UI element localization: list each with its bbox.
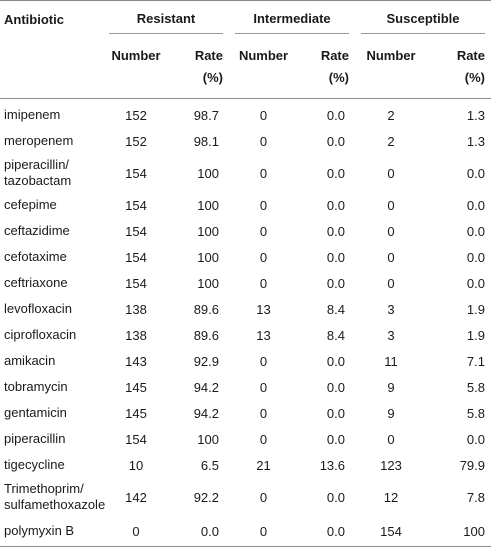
antibiotic-name: tobramycin [4,379,68,394]
table-row [0,516,491,547]
susceptible-number: 2 [387,107,395,123]
table-row [0,400,491,426]
susceptible-rate: 1.3 [466,133,485,149]
resistant-rate: 100 [197,275,219,291]
header-rate-label: Rate [456,48,485,63]
susceptible-number: 0 [387,275,395,291]
antibiotic-name: polymyxin B [0,516,103,547]
intermediate-rate: 0.0 [326,107,345,123]
header-group-susceptible [355,1,491,38]
intermediate-number: 0 [259,405,268,421]
resistant-rate: 92.9 [193,353,219,369]
table-row [0,322,491,348]
susceptible-rate: 0.0 [466,275,485,291]
susceptible-number: 3 [387,301,395,317]
header-group-label: Susceptible [361,5,485,34]
susceptible-rate: 1.3 [466,107,485,123]
intermediate-rate: 0.0 [326,133,345,149]
susceptible-rate: 5.8 [466,379,485,395]
resistant-rate: 6.5 [200,457,219,473]
susceptible-number: 154 [355,516,427,547]
antibiotic-name: meropenem [4,133,74,148]
intermediate-number: 0 [259,353,268,369]
resistant-number: 145 [125,379,147,395]
resistant-number: 143 [125,353,147,369]
resistant-rate: 89.6 [193,327,219,343]
susceptible-rate: 0.0 [466,249,485,265]
intermediate-number: 13 [256,301,271,317]
susceptible-rate: 7.8 [466,489,485,505]
intermediate-number: 0 [259,379,268,395]
resistant-number: 154 [125,223,147,239]
intermediate-rate: 0.0 [326,223,345,239]
antibiotic-name: imipenem [4,107,61,122]
susceptible-number: 9 [387,405,395,421]
table-row [0,154,491,192]
resistant-rate: 94.2 [193,379,219,395]
antibiotic-name: ceftazidime [4,223,70,238]
susceptible-number: 12 [383,489,399,505]
susceptible-rate: 100 [427,516,491,547]
header-row-groups [0,1,491,38]
intermediate-rate: 13.6 [319,457,345,473]
resistant-number: 10 [128,457,144,473]
intermediate-number: 0 [229,516,298,547]
intermediate-number: 0 [259,249,268,265]
table-row [0,452,491,478]
intermediate-rate: 0.0 [326,379,345,395]
intermediate-rate: 0.0 [326,405,345,421]
intermediate-rate: 0.0 [326,275,345,291]
susceptible-number: 9 [387,379,395,395]
table-row [0,192,491,218]
resistant-rate: 100 [197,431,219,447]
table-row [0,244,491,270]
resistant-rate: 98.7 [193,107,219,123]
table-row [0,218,491,244]
antibiotic-name: tigecycline [4,457,65,472]
resistant-rate: 0.0 [169,516,229,547]
resistant-rate: 92.2 [193,489,219,505]
header-row-subcolumns [0,37,491,99]
header-rate [298,37,355,99]
resistant-number: 154 [125,165,147,181]
header-group-label: Intermediate [235,5,349,34]
antibiotic-name: cefepime [4,197,57,212]
resistant-rate: 100 [197,249,219,265]
resistant-number: 138 [125,327,147,343]
intermediate-rate: 8.4 [326,327,345,343]
intermediate-number: 0 [259,197,268,213]
antibiotic-name: cefotaxime [4,249,67,264]
susceptible-rate: 0.0 [466,223,485,239]
intermediate-rate: 0.0 [298,516,355,547]
header-rate-label: Rate [320,48,349,63]
resistant-rate: 98.1 [193,133,219,149]
susceptible-number: 0 [387,165,395,181]
susceptible-rate: 0.0 [466,165,485,181]
susceptible-number: 0 [387,249,395,265]
table-row [0,270,491,296]
resistant-rate: 100 [197,197,219,213]
intermediate-rate: 0.0 [326,353,345,369]
susceptible-number: 123 [380,457,402,473]
intermediate-number: 13 [256,327,271,343]
susceptible-rate: 1.9 [466,301,485,317]
header-rate [169,37,229,99]
intermediate-rate: 0.0 [326,165,345,181]
antibiotic-name: gentamicin [4,405,67,420]
susceptible-number: 2 [387,133,395,149]
header-rate-unit: (%) [464,70,485,85]
intermediate-number: 21 [256,457,271,473]
resistant-rate: 94.2 [193,405,219,421]
header-rate-label: Rate [194,48,223,63]
resistant-rate: 89.6 [193,301,219,317]
antibiotic-name: ceftriaxone [4,275,68,290]
intermediate-number: 0 [259,133,268,149]
susceptible-rate: 0.0 [466,431,485,447]
header-number: Number [355,37,427,99]
table-body [0,99,491,547]
table-row [0,374,491,400]
antibiotic-name: ciprofloxacin [4,327,77,342]
antibiotic-name: piperacillin/ tazobactam [4,157,72,188]
resistant-number: 154 [125,197,147,213]
table-row [0,99,491,129]
intermediate-rate: 0.0 [326,197,345,213]
susceptible-rate: 0.0 [466,197,485,213]
header-number: Number [229,37,298,99]
resistant-number: 154 [125,431,147,447]
resistant-number: 152 [125,107,147,123]
resistant-number: 154 [125,275,147,291]
intermediate-rate: 0.0 [326,489,345,505]
header-group-intermediate [229,1,355,38]
susceptible-number: 3 [387,327,395,343]
header-number: Number [103,37,169,99]
table-row [0,348,491,374]
intermediate-number: 0 [259,489,268,505]
susceptible-rate: 5.8 [466,405,485,421]
resistant-number: 154 [125,249,147,265]
antibiotic-name: piperacillin [4,431,66,446]
antibiotic-name: levofloxacin [4,301,72,316]
resistant-number: 145 [125,405,147,421]
header-antibiotic: Antibiotic [0,1,103,38]
susceptible-number: 11 [384,353,398,369]
susceptible-rate: 79.9 [459,457,485,473]
intermediate-rate: 0.0 [326,249,345,265]
intermediate-number: 0 [259,107,268,123]
table-row [0,426,491,452]
susceptible-number: 0 [387,223,395,239]
resistant-number: 142 [125,489,147,505]
intermediate-number: 0 [259,223,268,239]
susceptible-number: 0 [387,197,395,213]
resistant-number: 0 [103,516,169,547]
susceptible-rate: 1.9 [466,327,485,343]
intermediate-number: 0 [259,165,268,181]
susceptible-rate: 7.1 [466,353,485,369]
table-row [0,478,491,516]
intermediate-number: 0 [259,431,268,447]
table-row [0,296,491,322]
intermediate-rate: 0.0 [326,431,345,447]
header-rate-unit: (%) [328,70,349,85]
header-rate-unit: (%) [202,70,223,85]
header-rate [427,37,491,99]
antibiotic-name: amikacin [4,353,56,368]
antibiotic-name: Trimethoprim/ sulfamethoxazole [4,481,106,512]
header-group-resistant [103,1,229,38]
table-row [0,128,491,154]
susceptible-number: 0 [387,431,395,447]
header-blank [0,37,103,99]
intermediate-rate: 8.4 [326,301,345,317]
resistant-number: 152 [125,133,147,149]
header-group-label: Resistant [109,5,223,34]
resistant-rate: 100 [197,223,219,239]
resistant-rate: 100 [197,165,219,181]
resistant-number: 138 [125,301,147,317]
intermediate-number: 0 [259,275,268,291]
